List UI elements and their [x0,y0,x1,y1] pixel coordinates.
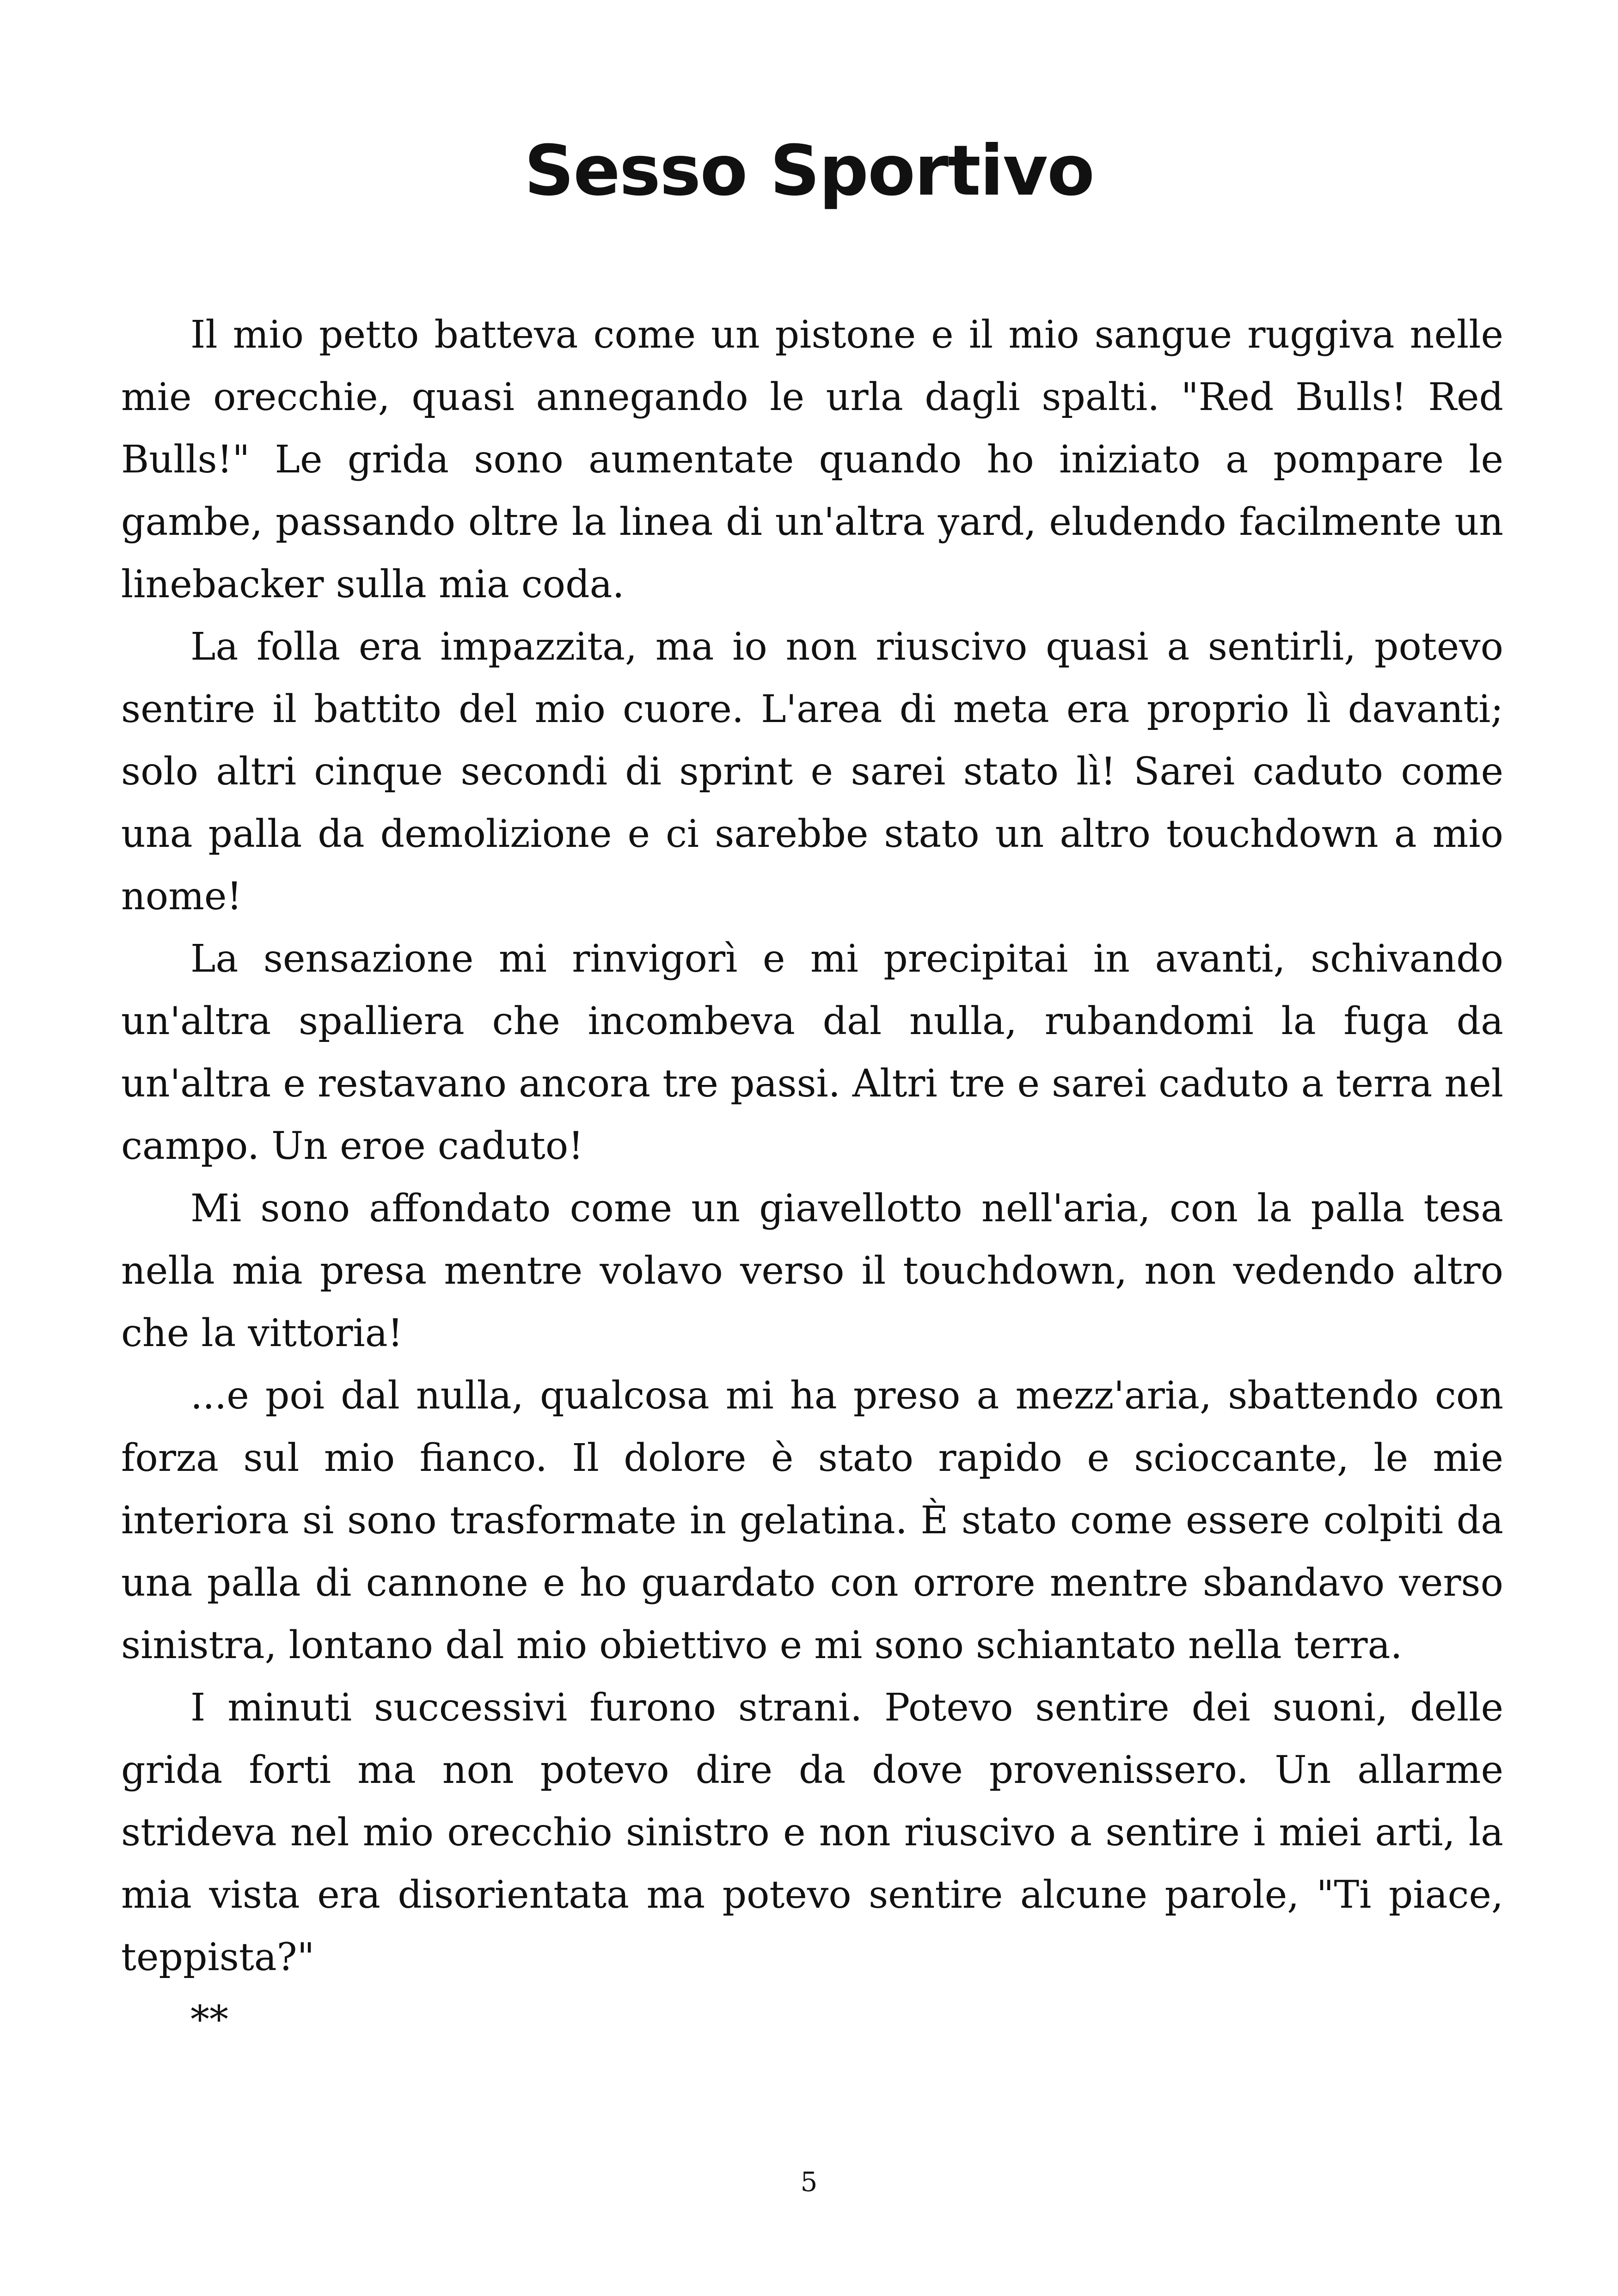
chapter-body [121,304,1503,2051]
paragraph-1: Il mio petto batteva come un pistone e il mio sangue ruggiva nelle mie orecchie, quasi annegando le urla dagli spalti. "Red Bulls! Red Bulls!" Le grida sono aumentate quando ho iniziato a pompare le gambe, passando oltre la linea di un'altra yard, eludendo facilmente un linebacker sulla mia coda. [121,313,1503,606]
page-number: 5 [800,2166,818,2198]
chapter-title: Sesso Sportivo [524,131,1094,211]
paragraph-2: La folla era impazzita, ma io non riuscivo quasi a sentirli, potevo sentire il battito del mio cuore. L'area di meta era proprio lì davanti; solo altri cinque secondi di sprint e sarei stato lì! Sarei caduto come una palla da demolizione e ci sarebbe stato un altro touchdown a mio nome! [121,625,1503,918]
paragraph-3: La sensazione mi rinvigorì e mi precipitai in avanti, schivando un'altra spalliera che incombeva dal nulla, rubandomi la fuga da un'altra e restavano ancora tre passi. Altri tre e sarei caduto a terra nel campo. Un eroe caduto! [121,937,1503,1168]
paragraph-5: ...e poi dal nulla, qualcosa mi ha preso a mezz'aria, sbattendo con forza sul mio fianco. Il dolore è stato rapido e scioccante, le mie interiora si sono trasformate in gelatina. È stato come essere colpiti da una palla di cannone e ho guardato con orrore mentre sbandavo verso sinistra, lontano dal mio obiettivo e mi sono schiantato nella terra. [121,1374,1503,1667]
paragraph-4: Mi sono affondato come un giavellotto nell'aria, con la palla tesa nella mia presa mentre volavo verso il touchdown, non vedendo altro che la vittoria! [121,1187,1503,1355]
section-separator: ** [190,1998,228,2042]
paragraph-6: I minuti successivi furono strani. Potevo sentire dei suoni, delle grida forti ma non potevo dire da dove provenissero. Un allarme strideva nel mio orecchio sinistro e non riuscivo a sentire i miei arti, la mia vista era disorientata ma potevo sentire alcune parole, "Ti piace, teppista?" [121,1686,1503,1979]
